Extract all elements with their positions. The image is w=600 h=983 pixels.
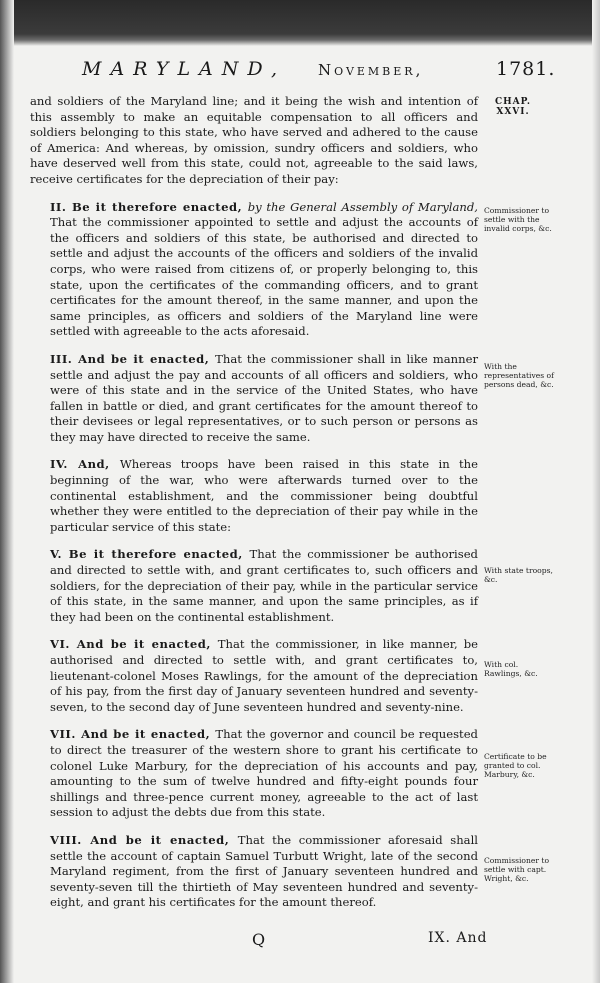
header-month: November, [318, 61, 424, 79]
section-lead: III. And be it enacted, [50, 351, 216, 366]
section-8 [30, 833, 478, 911]
running-header [0, 52, 600, 86]
catchword: IX. And [428, 930, 488, 946]
scan-border-right [592, 0, 600, 983]
paragraph-text: That the commissioner aforesaid shall settle the account of captain Samuel Turbutt Wright, late of the second Maryland regiment, from the first of January seventeen hundred and seventy-seven till the thirtieth of May seventeen hundred and seventy-eight, and grant his certificates for the amount thereof. [50, 832, 478, 910]
margin-note-wright: Commissioner to settle with capt. Wright, &c. [484, 856, 550, 883]
preamble-paragraph [30, 94, 478, 188]
paragraph-text: That the commissioner be authorised and directed to settle with, and grant certificates to, such officers and soldiers, for the depreciation of their pay, while in the particular service of this state, in the same manner, and upon the same principles, as if they had been on the continental establishment. [50, 547, 478, 624]
paragraph-text: That the commissioner shall in like manner settle and adjust the pay and accounts of all officers and soldiers, who were of this state and in the service of the United States, who have fallen in battle or died, and grant certificates for the amount thereof to their devisees or legal representatives, or to such person or persons as they may have directed to receive the same. [50, 351, 479, 444]
section-5 [30, 547, 478, 625]
page-footer [0, 928, 600, 954]
margin-note-rawlings: With col. Rawlings, &c. [484, 660, 538, 678]
margin-note-marbury: Certificate to be granted to col. Marbury, &c. [484, 752, 547, 779]
document-body [30, 94, 478, 923]
paragraph-text: That the commissioner appointed to settle and adjust the accounts of the officers and soldiers of this state, be authorised and directed to settle and adjust the accounts of the officers and soldiers of the invalid corps, who were raised from citizens of, or properly belonging to, this state, upon the certificates of the commanding officers, and to grant certificates for the amount thereof, in the same manner, and upon the same principles, as officers and soldiers of the Maryland line were settled with agreeable to the acts aforesaid. [50, 215, 478, 339]
scan-border-top [0, 0, 600, 46]
section-lead: IV. And, [50, 457, 120, 472]
section-lead: VI. And be it enacted, [50, 637, 218, 652]
section-3 [30, 352, 478, 446]
signature-mark: Q [252, 930, 266, 949]
chapter-number: CHAP. XXVI. [494, 97, 532, 117]
section-lead: VIII. And be it enacted, [50, 832, 238, 847]
section-4 [30, 457, 478, 535]
margin-note-state-troops: With state troops, &c. [484, 566, 553, 584]
section-lead: II. Be it therefore enacted, [50, 199, 248, 214]
header-state: MARYLAND, [82, 58, 286, 80]
scan-border-left [0, 0, 14, 983]
section-2 [30, 200, 478, 340]
section-7 [30, 727, 478, 821]
margin-note-invalid-corps: Commissioner to settle with the invalid corps, &c. [484, 206, 552, 233]
section-lead: V. Be it therefore enacted, [50, 547, 250, 562]
section-6 [30, 637, 478, 715]
margin-note-representatives: With the representatives of persons dead, &c. [484, 362, 554, 389]
enacting-clause: by the General Assembly of Maryland, [247, 199, 478, 214]
paragraph-text: Whereas troops have been raised in this state in the beginning of the war, who were afterwards turned over to the continental establishment, and the commissioner being doubtful whether they were entitled to the depreciation of their pay while in the particular service of this state: [50, 457, 478, 534]
paragraph-text: That the governor and council be requested to direct the treasurer of the western shore to grant his certificate to colonel Luke Marbury, for the depreciation of his accounts and pay, amounting to the sum of twelve hundred and fifty-eight pounds four shillings and three-pence current money, agreeable to the act of last session to adjust the debts due from this state. [50, 727, 478, 820]
header-year: 1781. [496, 58, 556, 80]
paragraph-text: That the commissioner, in like manner, be authorised and directed to settle with, and grant certificates to, lieutenant-colonel Moses Rawlings, for the amount of the depreciation of his pay, from the first day of January seventeen hundred and seventy-seven, to the second day of June seventeen hundred and seventy-nine. [50, 637, 478, 714]
section-lead: VII. And be it enacted, [50, 727, 216, 742]
paragraph-text: and soldiers of the Maryland line; and it being the wish and intention of this assembly to make an equitable compensation to all officers and soldiers belonging to this state, who have served and adhered to the cause of America: And whereas, by omission, sundry officers and soldiers, who have deserved well from this state, could not, agreeable to the said laws, receive certificates for the depreciation of their pay: [30, 94, 478, 186]
